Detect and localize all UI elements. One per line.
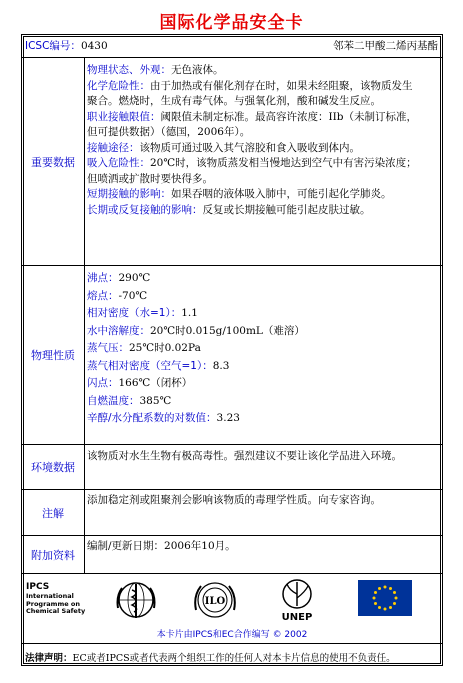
text-line: 蒸气相对密度（空气=1）：8.3: [87, 359, 230, 372]
icsc-id: [25, 38, 108, 53]
unep-emblem-icon: [275, 576, 319, 624]
logos-area: [22, 574, 442, 643]
section-content: [85, 266, 442, 444]
ilo-emblem-icon: [192, 578, 238, 622]
environment-text: 该物质对水生生物有极高毒性。强烈建议不要让该化学品进入环境。: [87, 450, 402, 462]
who-emblem-icon: [114, 578, 158, 622]
text-line: 长期或反复接触的影响：反复或长期接触可能引起皮肤过敏。: [87, 203, 371, 216]
section-label: 物理性质: [22, 266, 85, 444]
legal-label: 法律声明：: [25, 653, 73, 664]
section-content: [85, 58, 442, 265]
svg-text:ILO: ILO: [204, 596, 226, 607]
chemical-name: 邻苯二甲酸二烯丙基酯: [333, 40, 438, 52]
section-content: [85, 490, 442, 535]
section-notes: [22, 489, 442, 535]
safety-card: [21, 34, 443, 666]
ipcs-logo: IPCS International Programme on Chemical Safety: [26, 582, 86, 615]
logos-row: [22, 573, 442, 643]
text-line: 熔点：-70℃: [87, 289, 148, 302]
section-label: 注解: [22, 490, 85, 535]
text-line: 化学危险性：由于加热或有催化剂存在时，如果未经阻聚，该物质发生: [87, 79, 413, 92]
text-line: 自燃温度：385℃: [87, 394, 172, 407]
text-line: 相对密度（水=1）：1.1: [87, 307, 198, 319]
text-line: 辛醇/水分配系数的对数值：3.23: [87, 412, 240, 424]
text-line: 接触途径：该物质可通过吸入其气溶胶和食入吸收到体内。: [87, 141, 360, 154]
svg-text:UNEP: UNEP: [281, 612, 313, 623]
section-label: 环境数据: [22, 445, 85, 489]
text-line: 但喷洒或扩散时要快得多。: [87, 172, 213, 185]
text-line: 物理状态、外观：无色液体。: [87, 64, 224, 76]
notes-text: 添加稳定剂或阻聚剂会影响该物质的毒理学性质。向专家咨询。: [87, 494, 381, 506]
icsc-label: ICSC编号：: [25, 40, 81, 52]
text-line: 吸入危险性：20℃时，该物质蒸发相当慢地达到空气中有害污染浓度；: [87, 157, 417, 169]
section-additional-info: [22, 535, 442, 573]
copyright-note: 本卡片由IPCS和EC合作编写 © 2002: [156, 630, 308, 640]
text-line: 但可提供数据）（德国，2006年）。: [87, 126, 251, 138]
card-title: 国际化学品安全卡: [159, 13, 304, 33]
section-important-data: [22, 57, 442, 265]
header-row: [22, 35, 442, 57]
section-physical-properties: [22, 265, 442, 444]
text-line: 沸点：290℃: [87, 272, 151, 284]
additional-text: 编制/更新日期：2006年10月。: [87, 540, 236, 552]
eu-flag-icon: [358, 580, 412, 616]
section-environment: [22, 444, 442, 489]
legal-statement: [22, 644, 442, 664]
text-line: 蒸气压：25℃时0.02Pa: [87, 342, 201, 354]
legal-row: [22, 643, 442, 665]
section-label: 附加资料: [22, 536, 85, 573]
text-line: 闪点：166℃（闭杯）: [87, 377, 193, 389]
section-label: 重要数据: [22, 58, 85, 265]
legal-text: EC或者IPCS或者代表两个组织工作的任何人对本卡片信息的使用不负责任。: [72, 653, 396, 664]
text-line: 职业接触限值：阈限值未制定标准。最高容许浓度：IIb（未制订标准，: [87, 110, 418, 123]
text-line: 聚合。燃烧时，生成有毒气体。与强氧化剂，酸和碱发生反应。: [87, 95, 381, 107]
section-content: [85, 536, 442, 573]
text-line: 短期接触的影响：如果吞咽的液体吸入肺中，可能引起化学肺炎。: [87, 188, 392, 200]
icsc-number: 0430: [80, 40, 108, 52]
section-content: [85, 445, 442, 489]
text-line: 水中溶解度：20℃时0.015g/100mL（难溶）: [87, 324, 305, 337]
